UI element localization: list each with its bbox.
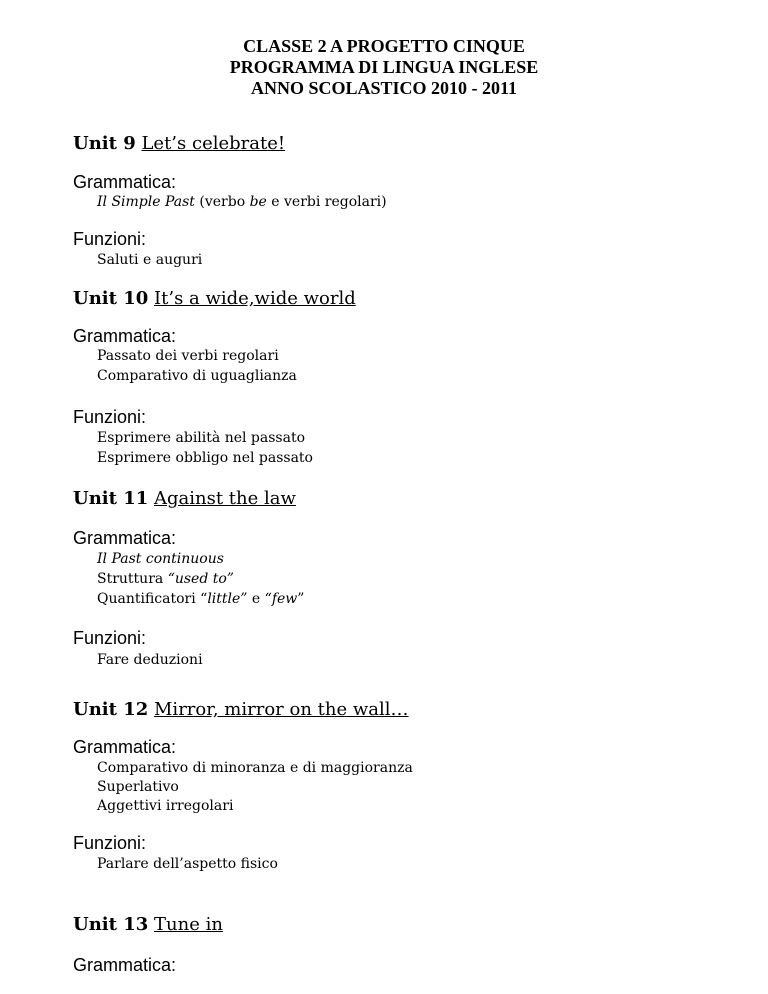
- funzioni-label: Funzioni:: [73, 229, 147, 249]
- header-program-line: PROGRAMMA DI LINGUA INGLESE: [229, 57, 539, 77]
- header-year-line: ANNO SCOLASTICO 2010 - 2011: [250, 78, 518, 98]
- unit-10-heading: [73, 288, 356, 309]
- function-item: Esprimere obbligo nel passato: [97, 450, 313, 466]
- grammar-item: Superlativo: [97, 779, 179, 795]
- unit-number: Unit 13: [73, 914, 149, 935]
- unit-number: Unit 10: [73, 288, 149, 309]
- unit-title: It’s a wide,wide world: [154, 288, 356, 309]
- grammar-item: Il Simple Past (verbo be e verbi regolari): [97, 194, 387, 210]
- funzioni-label: Funzioni:: [73, 628, 147, 648]
- grammatica-label: Grammatica:: [73, 955, 177, 975]
- function-item: Esprimere abilità nel passato: [97, 430, 305, 446]
- unit-number: Unit 12: [73, 699, 149, 720]
- grammar-item: Struttura “used to”: [97, 571, 234, 587]
- unit-9-heading: [73, 133, 285, 154]
- document-header: [0, 36, 768, 99]
- unit-12-heading: [73, 699, 409, 720]
- grammar-item: Aggettivi irregolari: [97, 798, 234, 814]
- unit-title: Let’s celebrate!: [141, 133, 286, 154]
- grammatica-label: Grammatica:: [73, 326, 177, 346]
- function-item: Fare deduzioni: [97, 652, 203, 668]
- grammatica-label: Grammatica:: [73, 172, 177, 192]
- grammatica-label: Grammatica:: [73, 737, 177, 757]
- funzioni-label: Funzioni:: [73, 833, 147, 853]
- unit-title: Against the law: [154, 488, 296, 509]
- unit-title: Mirror, mirror on the wall…: [154, 699, 409, 720]
- unit-11-heading: [73, 488, 296, 509]
- function-item: Saluti e auguri: [97, 252, 203, 268]
- grammar-item: Passato dei verbi regolari: [97, 348, 279, 364]
- grammar-item: Comparativo di minoranza e di maggioranza: [97, 760, 413, 776]
- unit-number: Unit 11: [73, 488, 149, 509]
- header-class-line: CLASSE 2 A PROGETTO CINQUE: [243, 36, 525, 56]
- unit-13-heading: [73, 914, 223, 935]
- funzioni-label: Funzioni:: [73, 407, 147, 427]
- unit-number: Unit 9: [73, 133, 136, 154]
- grammar-item: Quantificatori “little” e “few”: [97, 591, 305, 607]
- unit-title: Tune in: [154, 914, 223, 935]
- grammar-item: Comparativo di uguaglianza: [97, 368, 297, 384]
- grammatica-label: Grammatica:: [73, 528, 177, 548]
- function-item: Parlare dell’aspetto fisico: [97, 856, 278, 872]
- grammar-item: Il Past continuous: [97, 551, 224, 567]
